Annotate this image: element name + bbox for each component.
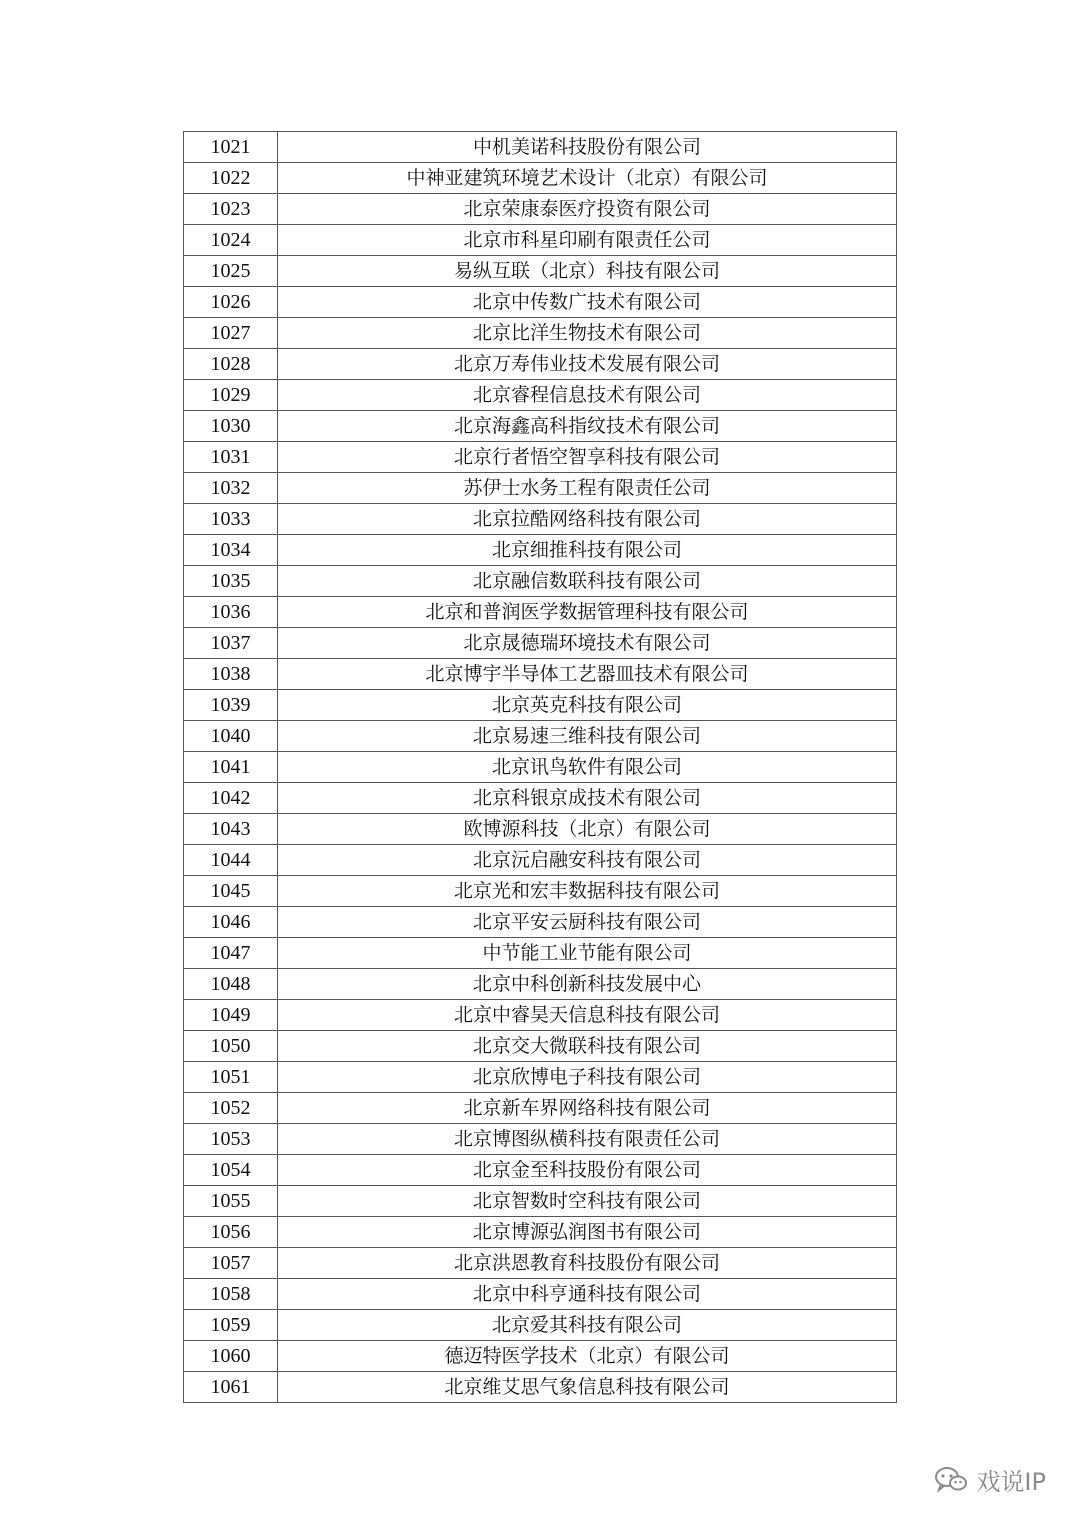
- table-row: [184, 256, 897, 287]
- table-row: [184, 1217, 897, 1248]
- company-name: 北京科银京成技术有限公司: [278, 783, 897, 814]
- company-name: 北京爱其科技有限公司: [278, 1310, 897, 1341]
- table-row: [184, 752, 897, 783]
- table-row: [184, 1248, 897, 1279]
- company-name: 北京比洋生物技术有限公司: [278, 318, 897, 349]
- table-row: [184, 504, 897, 535]
- company-name: 北京中科亨通科技有限公司: [278, 1279, 897, 1310]
- table-row: [184, 132, 897, 163]
- row-number: 1044: [184, 845, 278, 876]
- table-row: [184, 1000, 897, 1031]
- table-row: [184, 1186, 897, 1217]
- company-name: 北京中睿昊天信息科技有限公司: [278, 1000, 897, 1031]
- table-row: [184, 1155, 897, 1186]
- table-row: [184, 1062, 897, 1093]
- row-number: 1047: [184, 938, 278, 969]
- table-row: [184, 1031, 897, 1062]
- row-number: 1037: [184, 628, 278, 659]
- row-number: 1053: [184, 1124, 278, 1155]
- row-number: 1035: [184, 566, 278, 597]
- company-name: 中神亚建筑环境艺术设计（北京）有限公司: [278, 163, 897, 194]
- row-number: 1050: [184, 1031, 278, 1062]
- row-number: 1025: [184, 256, 278, 287]
- company-name: 易纵互联（北京）科技有限公司: [278, 256, 897, 287]
- row-number: 1055: [184, 1186, 278, 1217]
- row-number: 1031: [184, 442, 278, 473]
- row-number: 1043: [184, 814, 278, 845]
- company-name: 北京易速三维科技有限公司: [278, 721, 897, 752]
- row-number: 1029: [184, 380, 278, 411]
- row-number: 1026: [184, 287, 278, 318]
- table-row: [184, 163, 897, 194]
- table-row: [184, 876, 897, 907]
- company-name: 北京沅启融安科技有限公司: [278, 845, 897, 876]
- table-row: [184, 1093, 897, 1124]
- row-number: 1057: [184, 1248, 278, 1279]
- row-number: 1048: [184, 969, 278, 1000]
- company-name: 北京新车界网络科技有限公司: [278, 1093, 897, 1124]
- row-number: 1033: [184, 504, 278, 535]
- table-row: [184, 194, 897, 225]
- company-name: 北京海鑫高科指纹技术有限公司: [278, 411, 897, 442]
- company-name: 北京金至科技股份有限公司: [278, 1155, 897, 1186]
- table-row: [184, 349, 897, 380]
- row-number: 1060: [184, 1341, 278, 1372]
- company-name: 北京光和宏丰数据科技有限公司: [278, 876, 897, 907]
- company-name: 北京维艾思气象信息科技有限公司: [278, 1372, 897, 1403]
- row-number: 1040: [184, 721, 278, 752]
- table-row: [184, 628, 897, 659]
- table-row: [184, 721, 897, 752]
- table-row: [184, 969, 897, 1000]
- company-name: 北京晟德瑞环境技术有限公司: [278, 628, 897, 659]
- row-number: 1032: [184, 473, 278, 504]
- company-name: 北京博图纵横科技有限责任公司: [278, 1124, 897, 1155]
- company-name: 北京博源弘润图书有限公司: [278, 1217, 897, 1248]
- company-name: 北京欣博电子科技有限公司: [278, 1062, 897, 1093]
- row-number: 1046: [184, 907, 278, 938]
- row-number: 1059: [184, 1310, 278, 1341]
- row-number: 1056: [184, 1217, 278, 1248]
- company-name: 苏伊士水务工程有限责任公司: [278, 473, 897, 504]
- company-name: 北京和普润医学数据管理科技有限公司: [278, 597, 897, 628]
- table-row: [184, 380, 897, 411]
- table-row: [184, 1124, 897, 1155]
- table-row: [184, 783, 897, 814]
- row-number: 1054: [184, 1155, 278, 1186]
- row-number: 1021: [184, 132, 278, 163]
- table-row: [184, 473, 897, 504]
- company-name: 北京荣康泰医疗投资有限公司: [278, 194, 897, 225]
- company-name: 北京平安云厨科技有限公司: [278, 907, 897, 938]
- table-row: [184, 566, 897, 597]
- table-row: [184, 1372, 897, 1403]
- company-table-body: [184, 132, 897, 1403]
- table-row: [184, 845, 897, 876]
- company-name: 北京交大微联科技有限公司: [278, 1031, 897, 1062]
- table-row: [184, 1341, 897, 1372]
- table-row: [184, 411, 897, 442]
- company-name: 北京中科创新科技发展中心: [278, 969, 897, 1000]
- row-number: 1030: [184, 411, 278, 442]
- table-row: [184, 318, 897, 349]
- watermark-text: 戏说IP: [976, 1468, 1046, 1496]
- company-name: 北京万寿伟业技术发展有限公司: [278, 349, 897, 380]
- company-name: 北京行者悟空智享科技有限公司: [278, 442, 897, 473]
- row-number: 1051: [184, 1062, 278, 1093]
- company-name: 中节能工业节能有限公司: [278, 938, 897, 969]
- company-name: 中机美诺科技股份有限公司: [278, 132, 897, 163]
- company-name: 北京智数时空科技有限公司: [278, 1186, 897, 1217]
- table-row: [184, 814, 897, 845]
- row-number: 1045: [184, 876, 278, 907]
- company-name: 北京博宇半导体工艺器皿技术有限公司: [278, 659, 897, 690]
- row-number: 1028: [184, 349, 278, 380]
- row-number: 1061: [184, 1372, 278, 1403]
- row-number: 1058: [184, 1279, 278, 1310]
- table-row: [184, 1310, 897, 1341]
- row-number: 1042: [184, 783, 278, 814]
- row-number: 1034: [184, 535, 278, 566]
- company-name: 欧博源科技（北京）有限公司: [278, 814, 897, 845]
- company-name: 德迈特医学技术（北京）有限公司: [278, 1341, 897, 1372]
- table-row: [184, 597, 897, 628]
- table-row: [184, 938, 897, 969]
- row-number: 1039: [184, 690, 278, 721]
- table-row: [184, 442, 897, 473]
- row-number: 1024: [184, 225, 278, 256]
- table-row: [184, 287, 897, 318]
- table-row: [184, 535, 897, 566]
- company-name: 北京拉酷网络科技有限公司: [278, 504, 897, 535]
- row-number: 1027: [184, 318, 278, 349]
- company-name: 北京洪恩教育科技股份有限公司: [278, 1248, 897, 1279]
- row-number: 1049: [184, 1000, 278, 1031]
- table-row: [184, 690, 897, 721]
- company-table: [183, 131, 897, 1403]
- watermark: [934, 1462, 1046, 1497]
- row-number: 1022: [184, 163, 278, 194]
- table-row: [184, 907, 897, 938]
- table-row: [184, 225, 897, 256]
- company-name: 北京英克科技有限公司: [278, 690, 897, 721]
- row-number: 1036: [184, 597, 278, 628]
- table-row: [184, 659, 897, 690]
- row-number: 1052: [184, 1093, 278, 1124]
- row-number: 1023: [184, 194, 278, 225]
- company-name: 北京讯鸟软件有限公司: [278, 752, 897, 783]
- row-number: 1038: [184, 659, 278, 690]
- company-name: 北京市科星印刷有限责任公司: [278, 225, 897, 256]
- company-name: 北京融信数联科技有限公司: [278, 566, 897, 597]
- company-name: 北京细推科技有限公司: [278, 535, 897, 566]
- wechat-icon: [934, 1466, 968, 1494]
- table-row: [184, 1279, 897, 1310]
- row-number: 1041: [184, 752, 278, 783]
- company-name: 北京睿程信息技术有限公司: [278, 380, 897, 411]
- company-name: 北京中传数广技术有限公司: [278, 287, 897, 318]
